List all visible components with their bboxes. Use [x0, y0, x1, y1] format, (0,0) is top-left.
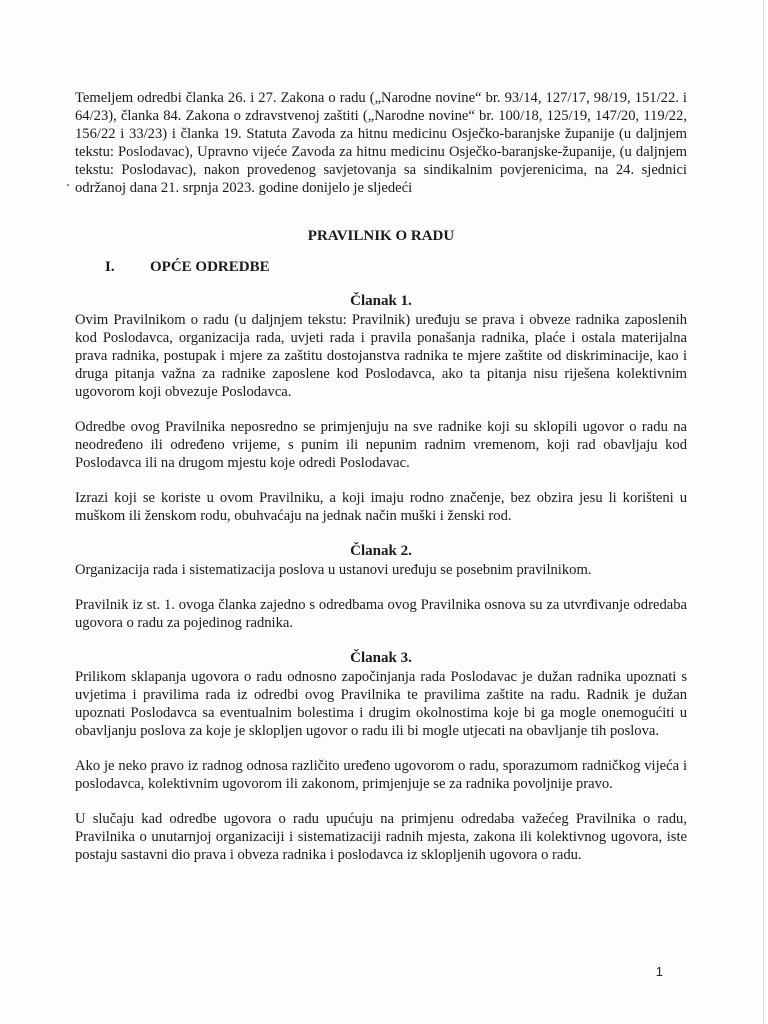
article-3 — [75, 649, 687, 864]
article-paragraph: Organizacija rada i sistematizacija poslova u ustanovi uređuju se posebnim pravilnikom. — [75, 562, 592, 578]
article-2 — [75, 542, 687, 632]
section-title: OPĆE ODREDBE — [150, 259, 270, 275]
page-number: 1 — [655, 964, 663, 979]
preamble-paragraph: Temeljem odredbi članka 26. i 27. Zakona o radu („Narodne novine“ br. 93/14, 127/17, 98/19, 151/22. i 64/23), članka 84. Zakona o zdravstvenoj zaštiti („Narodne novine“ br. 100/18, 125/19, 147/20, 119/22, 156/22 i 33/23) i članka 19. Statuta Zavoda za hitnu medicinu Osječko-baranjske županije (u daljnjem tekstu: Poslodavac), Upravno vijeće Zavoda za hitnu medicinu Osječko-baranjske-županije, (u daljnjem tekstu: Poslodavac), nakon provedenog savjetovanja sa sindikalnim povjerenicima, na 24. sjednici održanoj dana 21. srpnja 2023. godine donijelo je sljedeći — [75, 90, 687, 196]
scan-speck — [67, 184, 69, 186]
document-body — [75, 89, 687, 881]
article-paragraph: Ovim Pravilnikom o radu (u daljnjem tekstu: Pravilnik) uređuju se prava i obveze radnika zaposlenih kod Poslodavca, organizacija rada, uvjeti rada i pravila ponašanja radnika, plaće i ostala materijalna prava radnika, postupak i mjere za zaštitu dostojanstva radnika te mjere zaštite od diskriminacije, kao i druga pitanja važna za radnike zaposlene kod Poslodavca, ako ta pitanja nisu riješena kolektivnim ugovorom koji obvezuje Poslodavca. — [75, 312, 687, 400]
article-heading: Članak 1. — [350, 293, 412, 309]
article-paragraph: Ako je neko pravo iz radnog odnosa različito uređeno ugovorom o radu, sporazumom radničkog vijeća i poslodavca, kolektivnim ugovorom ili zakonom, primjenjuje se za radnika povoljnije pravo. — [75, 758, 687, 792]
article-paragraph: Odredbe ovog Pravilnika neposredno se primjenjuju na sve radnike koji su sklopili ugovor o radu na neodređeno ili određeno vrijeme, s punim ili nepunim radnim vremenom, koji rad obavljaju kod Poslodavca ili na drugom mjestu koje odredi Poslodavac. — [75, 419, 687, 471]
section-heading — [75, 258, 687, 276]
article-heading: Članak 3. — [350, 650, 412, 666]
article-paragraph: Prilikom sklapanja ugovora o radu odnosno započinjanja rada Poslodavac je dužan radnika upoznati s uvjetima i pravilima rada iz odredbi ovog Pravilnika te pravilima zaštite na radu. Radnik je dužan upoznati Poslodavca sa eventualnim bolestima i drugim okolnostima koje bi ga mogle onemogućiti u obavljanju poslova za koje je sklopljen ugovor o radu ili bi mogle utjecati na obavljanje tih poslova. — [75, 669, 687, 739]
article-paragraph: U slučaju kad odredbe ugovora o radu upućuju na primjenu odredaba važećeg Pravilnika o radu, Pravilnika o unutarnjoj organizaciji i sistematizaciji radnih mjesta, zakona ili kolektivnog ugovora, iste postaju sastavni dio prava i obveza radnika i poslodavca iz sklopljenih ugovora o radu. — [75, 811, 687, 863]
article-heading: Članak 2. — [350, 543, 412, 559]
article-paragraph: Izrazi koji se koriste u ovom Pravilniku, a koji imaju rodno značenje, bez obzira jesu li korišteni u muškom ili ženskom rodu, obuhvaćaju na jednak način muški i ženski rod. — [75, 490, 687, 524]
scan-edge-line — [763, 0, 764, 1024]
section-number: I. — [105, 259, 115, 275]
article-paragraph: Pravilnik iz st. 1. ovoga članka zajedno s odredbama ovog Pravilnika osnova su za utvrđivanje odredaba ugovora o radu za pojedinog radnika. — [75, 597, 687, 631]
document-title: PRAVILNIK O RADU — [307, 228, 455, 244]
article-1 — [75, 292, 687, 525]
